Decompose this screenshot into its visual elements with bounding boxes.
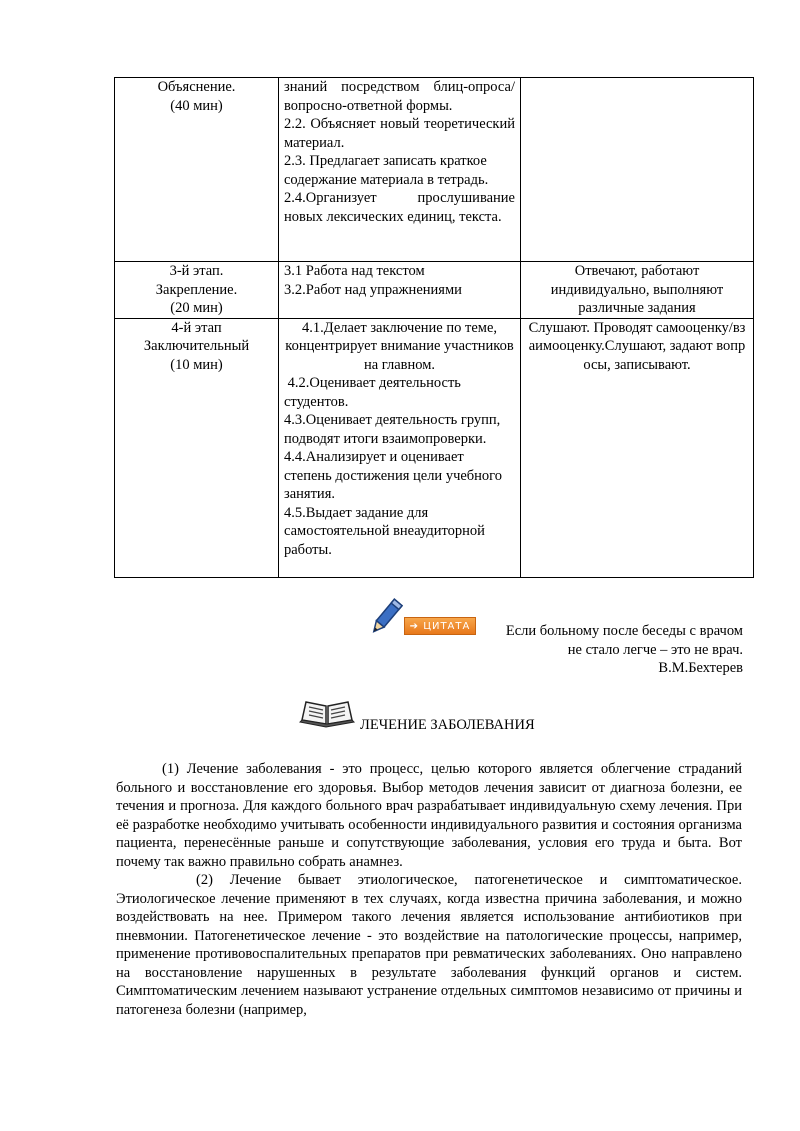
- activity-item: 4.4.Анализирует и оценивает степень достижения цели учебного занятия.: [284, 449, 503, 502]
- stage-cell: [115, 262, 279, 319]
- table-row: [115, 262, 754, 319]
- stage-line: 3-й этап.: [169, 263, 224, 279]
- student-activity-cell: Слушают. Проводят самооценку/взаимооценку.Слушают, задают вопросы, записывают.: [521, 318, 754, 577]
- table-row: [115, 78, 754, 262]
- stage-line: (10 мин): [170, 356, 223, 373]
- quote-badge: ➔ ЦИТАТА: [404, 617, 476, 635]
- quote-line: Если больному после беседы с врачом: [505, 623, 743, 639]
- stage-line: 4-й этап: [171, 319, 222, 336]
- student-activity-cell: [521, 78, 754, 262]
- activity-item: 4.1.Делает заключение по теме, концентрирует внимание участников на главном.: [285, 319, 514, 373]
- stage-cell: [115, 78, 279, 262]
- section-title: ЛЕЧЕНИЕ ЗАБОЛЕВАНИЯ: [360, 717, 535, 733]
- stage-line: Заключительный: [143, 338, 250, 354]
- teacher-activity-cell: [279, 318, 521, 577]
- student-activity-cell: Отвечают, работают индивидуально, выполняют различные задания: [521, 262, 754, 319]
- quote-author: В.М.Бехтерев: [658, 660, 743, 676]
- activity-item: 4.2.Оценивает деятельность студентов.: [284, 375, 465, 410]
- table-row: [115, 318, 754, 577]
- stage-line: (20 мин): [170, 300, 223, 316]
- quote-line: не стало легче – это не врач.: [567, 641, 743, 658]
- activity-item: 3.2.Работ над упражнениями: [284, 281, 462, 298]
- stage-line: Закрепление.: [155, 281, 238, 298]
- paragraph: (2) Лечение бывает этиологическое, патогенетическое и симптоматическое. Этиологическое лечение применяют в тех случаях, когда известна причина заболевания, и можно воздействовать на нее. Примером такого лечения является использование антибиотиков при пневмонии. Патогенетическое лечение - это воздействие на патологические процессы, например, применение противовоспалительных препаратов при ревматических заболеваниях. Оно направлено на восстановление нарушенных в результате заболевания функций органов и систем. Симптоматическим лечением называют устранение отдельных симптомов независимо от причины и патогенеза болезни (например,: [116, 872, 742, 1018]
- section-body: [116, 760, 742, 1019]
- lesson-plan-table: [114, 77, 754, 578]
- stage-line: Объяснение.: [157, 79, 236, 95]
- activity-item: 4.5.Выдает задание для самостоятельной внеаудиторной работы.: [284, 504, 485, 558]
- quote-badge-label: ЦИТАТА: [423, 621, 471, 632]
- activity-item: 2.3. Предлагает записать краткое содержание материала в тетрадь.: [284, 153, 489, 188]
- activity-item: 3.1 Работа над текстом: [284, 263, 425, 279]
- activity-item: знаний посредством блиц-опроса/ вопросно-ответной формы.: [284, 79, 515, 114]
- epigraph: [506, 622, 743, 678]
- stage-cell: [115, 318, 279, 577]
- teacher-activity-cell: [279, 262, 521, 319]
- activity-item: 4.3.Оценивает деятельность групп, подводят итоги взаимопроверки.: [284, 412, 501, 447]
- teacher-activity-cell: [279, 78, 521, 262]
- activity-item: 2.2. Объясняет новый теоретический материал.: [284, 116, 515, 151]
- stage-line: (40 мин): [170, 97, 223, 114]
- open-book-icon: [298, 696, 356, 728]
- activity-item: 2.4.Организует прослушивание новых лексических единиц, текста.: [284, 190, 515, 225]
- paragraph: (1) Лечение заболевания - это процесс, целью которого является облегчение страданий больного и восстановление его здоровья. Выбор методов лечения зависит от диагноза болезни, ее течения и прогноза. Для каждого больного врач разрабатывает индивидуальную схему лечения. При её разработке необходимо учитывать особенности индивидуального развития и состояния организма пациента, перенесённые раньше и сопутствующие заболевания, условия его труда и быта. Вот почему так важно правильно собрать анамнез.: [116, 761, 742, 870]
- pencil-icon: [366, 596, 406, 638]
